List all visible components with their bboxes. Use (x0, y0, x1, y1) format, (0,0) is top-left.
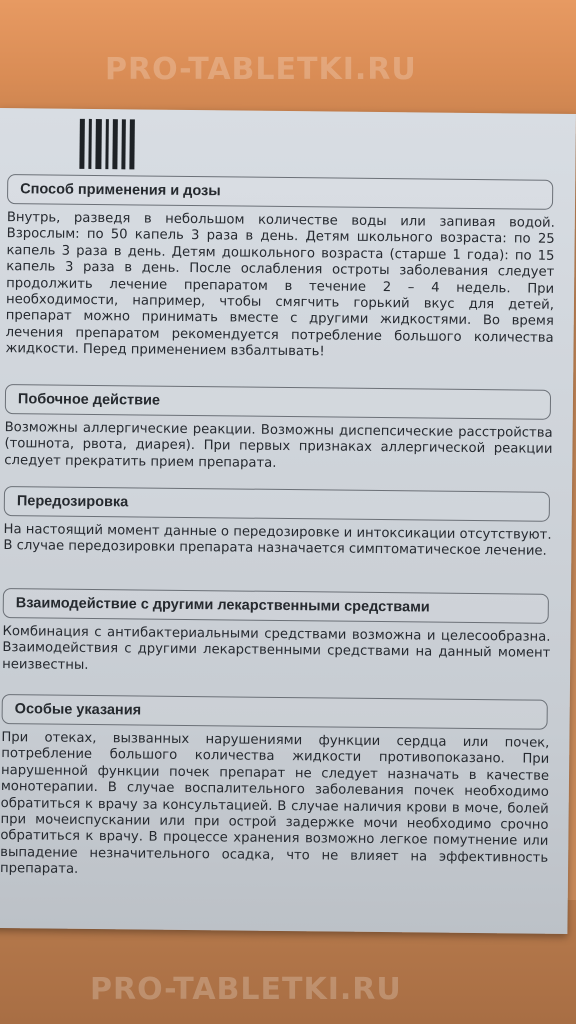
section-text: При отеках, вызванных нарушениями функции сердца или почек, потребление большого количества жидкости противопоказано. При нарушенной функции почек препарат не следует назначать в качестве монотерапии. В случае воспалительного заболевания почек необходимо обратиться к врачу за консультацией. В случае наличия крови в моче, болей при мочеиспускании или при острой задержке мочи необходимо срочно обратиться к врачу. В процессе хранения возможно легкое помутнение или выпадение незначительного осадка, что не влияет на эффективность препарата. (0, 730, 550, 878)
section-interactions (0, 588, 555, 679)
section-title: Передозировка (16, 493, 129, 511)
section-heading-box (5, 384, 551, 420)
section-heading-box (3, 588, 549, 624)
section-title: Способ применения и дозы (20, 181, 221, 200)
section-title: Побочное действие (17, 391, 161, 409)
section-side-effects (0, 384, 557, 475)
section-heading-box (2, 694, 548, 730)
section-text: Внутрь, разведя в небольшом количестве воды или запивая водой. Взрослым: по 50 капель 3 раза в день. Детям школьного возраста: по 25 капель 3 раза в день. Детям дошкольного возраста (старше 1 года): по 15 капель 3 раза в день. После ослабления остроты заболевания следует продолжить лечение препаратом в течение 2 – 4 недель. При необходимости, например, чтобы смягчить горький вкус для детей, препарат можно принимать вместе с другими жидкостями. Во время лечения препаратом рекомендуется потребление большого количества жидкости. Перед применением взбалтывать! (5, 210, 555, 360)
section-heading-box (7, 174, 553, 210)
section-text: Возможны аллергические реакции. Возможны диспепсические расстройства (тошнота, рвота, диарея). При первых признаках аллергической реакции следует прекратить прием препарата. (4, 420, 553, 471)
section-dosage (0, 174, 559, 364)
section-title: Взаимодействие с другими лекарственными средствами (15, 595, 430, 616)
barcode-marks (79, 119, 135, 170)
watermark-top: PRO-TABLETKI.RU (105, 52, 417, 87)
section-text: Комбинация с антибактериальными средствами возможна и целесообразна. Взаимодействия с другими лекарственными средствами на данный момент неизвестны. (2, 624, 551, 673)
section-special-instructions (0, 694, 554, 884)
section-overdose (0, 486, 556, 561)
section-title: Особые указания (14, 701, 142, 719)
section-text: На настоящий момент данные о передозировке и интоксикации отсутствуют. В случае передозировки препарата назначается симптоматическое лечение. (3, 522, 552, 560)
leaflet-sheet (0, 108, 576, 934)
watermark-bottom: PRO-TABLETKI.RU (90, 972, 402, 1007)
section-heading-box (4, 486, 550, 522)
